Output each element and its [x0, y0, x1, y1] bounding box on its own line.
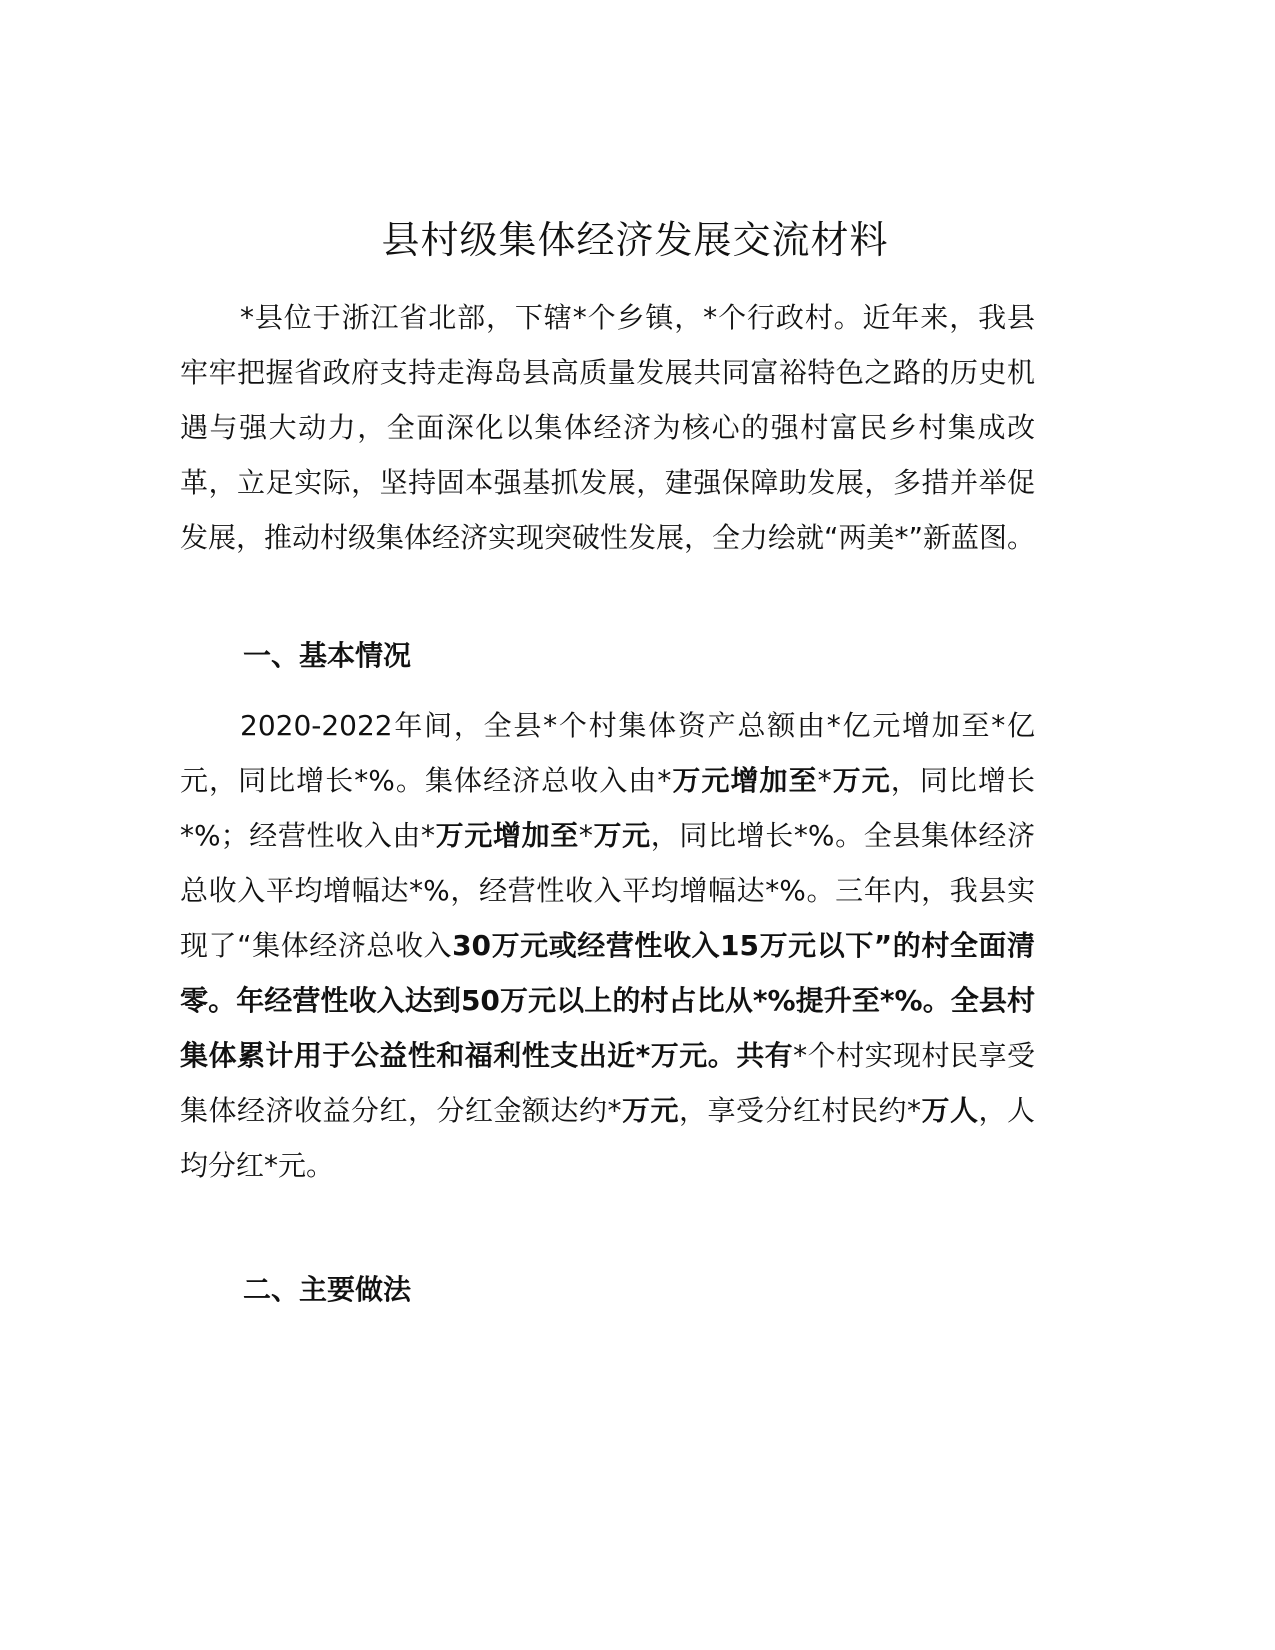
section-heading-basic: 一、基本情况 [243, 639, 412, 672]
bold-text-run: 30万元或经营性收入15万元以下”的村全面清零。年经营性收入达到50万元以上的村占比从*%提升至*%。全县村集体累计用于公益性和福利性支出近*万元。共有 [180, 929, 1035, 1072]
bold-text-run: 万元 [831, 764, 891, 797]
bold-text-run: 万元 [621, 1094, 679, 1127]
bold-text-run: 万人 [920, 1094, 979, 1127]
text-run: * [578, 819, 593, 852]
bold-text-run: 万元 [592, 819, 651, 852]
text-run: ，同比增长*%。全县集体经济总收入平均增幅达*%，经营性收入平均增幅达*%。三年内，我县实现了“集体经济总收入 [180, 819, 1035, 962]
text-run: 2020-2022年间，全县*个村集体资产总额由*亿元增加至*亿元，同比增长*%。集体经济总收入由* [180, 709, 1035, 797]
bold-text-run: 万元增加至 [671, 764, 818, 797]
section-heading-main-practices: 二、主要做法 [243, 1273, 412, 1306]
text-run: ，享受分红村民约* [678, 1094, 921, 1127]
text-run: * [817, 764, 832, 797]
intro-paragraph: *县位于浙江省北部，下辖*个乡镇，*个行政村。近年来，我县牢牢把握省政府支持走海岛县高质量发展共同富裕特色之路的历史机遇与强大动力，全面深化以集体经济为核心的强村富民乡村集成改革，立足实际，坚持固本强基抓发展，建强保障助发展，多措并举促发展，推动村级集体经济实现突破性发展，全力绘就“两美*”新蓝图。 [180, 301, 1036, 554]
bold-text-run: 万元增加至 [435, 819, 579, 852]
text-run: *个村实现村民享受集体经济收益分红，分红金额达约* [180, 1039, 1035, 1127]
document-title: 县村级集体经济发展交流材料 [381, 218, 889, 262]
text-run: ，同比增长*%；经营性收入由* [180, 764, 1035, 852]
text-run: ，人均分红*元。 [180, 1094, 1035, 1182]
basic-situation-paragraph [180, 698, 1035, 1193]
